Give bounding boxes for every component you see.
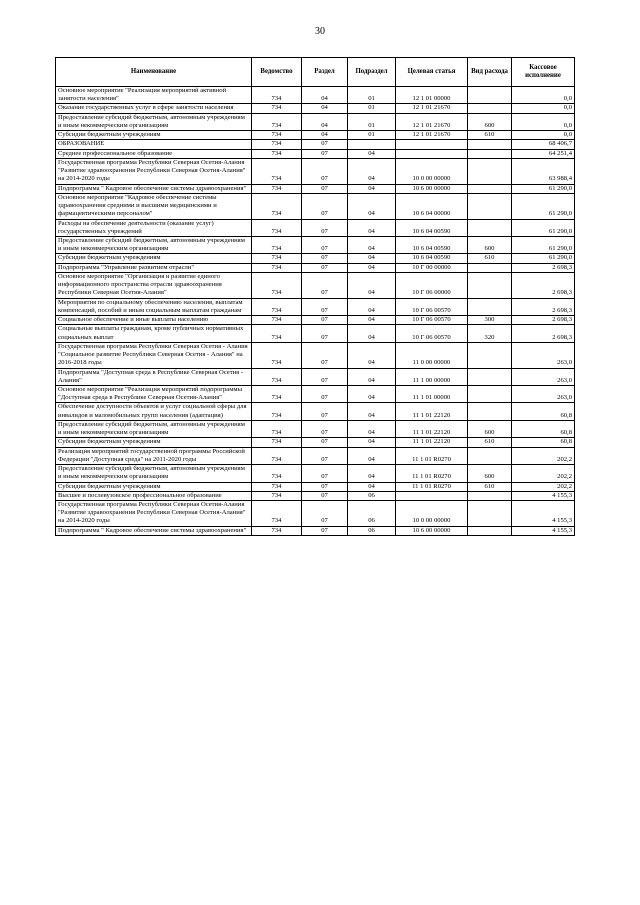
page-number: 30: [315, 26, 325, 37]
row-department: 734: [252, 438, 302, 447]
table-row: [56, 219, 575, 236]
row-name: Подпрограмма "Доступная среда в Республике Северная Осетия - Алания": [56, 368, 252, 385]
row-subsection: 04: [348, 219, 396, 236]
row-name: Подпрограмма " Кадровое обеспечение системы здравоохранения": [56, 526, 252, 535]
table-row: [56, 149, 575, 158]
row-target-article: 11 1 01 R0270: [396, 465, 468, 482]
row-department: 734: [252, 236, 302, 253]
row-name: Основное мероприятие "Реализация мероприятий подпрограммы "Доступная среда в Республике Северная Осетия-Алания": [56, 385, 252, 402]
row-subsection: 04: [348, 438, 396, 447]
row-department: 734: [252, 104, 302, 113]
row-subsection: 04: [348, 184, 396, 193]
row-expense-type: [468, 447, 512, 464]
row-section: 07: [302, 403, 348, 420]
row-department: 734: [252, 272, 302, 298]
row-subsection: 04: [348, 193, 396, 219]
row-expense-type: [468, 526, 512, 535]
row-expense-type: [468, 491, 512, 500]
row-section: 07: [302, 158, 348, 184]
row-execution: 61 290,0: [512, 236, 575, 253]
row-department: 734: [252, 193, 302, 219]
row-section: 07: [302, 149, 348, 158]
row-department: 734: [252, 87, 302, 104]
row-department: 734: [252, 368, 302, 385]
row-department: 734: [252, 184, 302, 193]
row-expense-type: [468, 298, 512, 315]
table-row: [56, 438, 575, 447]
header-target-article: Целевая статья: [396, 58, 468, 87]
row-department: 734: [252, 113, 302, 130]
row-department: 734: [252, 385, 302, 402]
header-name: Наименование: [56, 58, 252, 87]
row-target-article: 10 6 04 00000: [396, 193, 468, 219]
table-row: [56, 298, 575, 315]
row-execution: 60,8: [512, 438, 575, 447]
row-department: 734: [252, 403, 302, 420]
row-target-article: 12 1 01 21670: [396, 104, 468, 113]
row-expense-type: [468, 87, 512, 104]
row-section: 07: [302, 272, 348, 298]
row-section: 07: [302, 325, 348, 342]
row-section: 07: [302, 193, 348, 219]
row-section: 07: [302, 447, 348, 464]
row-section: 07: [302, 219, 348, 236]
row-subsection: 01: [348, 104, 396, 113]
row-section: 07: [302, 236, 348, 253]
row-target-article: 11 0 00 00000: [396, 342, 468, 368]
row-section: 07: [302, 482, 348, 491]
row-expense-type: [468, 219, 512, 236]
row-name: Субсидии бюджетным учреждениям: [56, 131, 252, 140]
row-subsection: 01: [348, 87, 396, 104]
table-row: [56, 447, 575, 464]
table-row: [56, 316, 575, 325]
row-target-article: 10 6 04 00590: [396, 254, 468, 263]
row-expense-type: 610: [468, 131, 512, 140]
row-execution: 2 698,3: [512, 325, 575, 342]
table-row: [56, 325, 575, 342]
row-execution: 263,0: [512, 342, 575, 368]
row-subsection: 04: [348, 325, 396, 342]
row-name: Субсидии бюджетным учреждениям: [56, 438, 252, 447]
row-expense-type: [468, 272, 512, 298]
row-name: Реализация мероприятий государственной программы Российской Федерации "Доступная среда" на 2011-2020 годы: [56, 447, 252, 464]
table-row: [56, 193, 575, 219]
row-subsection: 04: [348, 298, 396, 315]
row-target-article: 11 1 01 00000: [396, 385, 468, 402]
row-department: 734: [252, 263, 302, 272]
row-subsection: 04: [348, 263, 396, 272]
row-subsection: 04: [348, 465, 396, 482]
row-execution: 263,0: [512, 368, 575, 385]
header-execution: Кассовое исполнение: [512, 58, 575, 87]
row-subsection: 04: [348, 254, 396, 263]
row-subsection: 04: [348, 403, 396, 420]
row-execution: 2 698,3: [512, 298, 575, 315]
row-subsection: 01: [348, 131, 396, 140]
row-execution: 60,8: [512, 403, 575, 420]
row-target-article: 10 0 00 00000: [396, 501, 468, 527]
row-department: 734: [252, 140, 302, 149]
table-row: [56, 420, 575, 437]
row-subsection: 04: [348, 420, 396, 437]
row-name: Обеспечение доступности объектов и услуг социальной сферы для инвалидов и маломобильных групп населения (адаптация): [56, 403, 252, 420]
row-department: 734: [252, 447, 302, 464]
row-subsection: [348, 140, 396, 149]
row-target-article: 11 1 01 22120: [396, 420, 468, 437]
row-subsection: 04: [348, 385, 396, 402]
row-target-article: [396, 140, 468, 149]
row-department: 734: [252, 219, 302, 236]
table-row: [56, 158, 575, 184]
row-execution: 263,0: [512, 385, 575, 402]
row-execution: 60,8: [512, 420, 575, 437]
row-expense-type: 610: [468, 254, 512, 263]
row-execution: 4 155,3: [512, 491, 575, 500]
header-section: Раздел: [302, 58, 348, 87]
row-name: Предоставление субсидий бюджетным, автономным учреждениям и иным некоммерческим организациям: [56, 420, 252, 437]
row-section: 07: [302, 316, 348, 325]
row-target-article: 11 1 01 22120: [396, 403, 468, 420]
row-name: Социальные выплаты гражданам, кроме публичных нормативных социальных выплат: [56, 325, 252, 342]
row-expense-type: [468, 158, 512, 184]
row-expense-type: [468, 104, 512, 113]
row-expense-type: 610: [468, 482, 512, 491]
row-expense-type: [468, 403, 512, 420]
row-subsection: 04: [348, 482, 396, 491]
row-section: 04: [302, 104, 348, 113]
header-department: Ведомство: [252, 58, 302, 87]
row-name: Расходы на обеспечение деятельности (оказание услуг) государственных учреждений: [56, 219, 252, 236]
row-name: Государственная программа Республики Северная Осетия-Алания "Развитие здравоохранения Республики Северная Осетия-Алания" на 2014-2020 годы: [56, 158, 252, 184]
row-target-article: 11 1 01 22120: [396, 438, 468, 447]
row-execution: 2 698,3: [512, 263, 575, 272]
row-expense-type: [468, 368, 512, 385]
row-subsection: 06: [348, 526, 396, 535]
table-row: [56, 236, 575, 253]
row-subsection: 06: [348, 491, 396, 500]
row-department: 734: [252, 482, 302, 491]
row-execution: 202,2: [512, 447, 575, 464]
table-row: [56, 501, 575, 527]
row-section: 07: [302, 501, 348, 527]
table-row: [56, 342, 575, 368]
row-section: 07: [302, 263, 348, 272]
row-expense-type: [468, 385, 512, 402]
row-subsection: 01: [348, 113, 396, 130]
row-expense-type: [468, 501, 512, 527]
header-subsection: Подраздел: [348, 58, 396, 87]
table-row: [56, 482, 575, 491]
row-section: 07: [302, 465, 348, 482]
table-row: [56, 184, 575, 193]
row-execution: 64 251,4: [512, 149, 575, 158]
row-target-article: 10 6 00 00000: [396, 526, 468, 535]
row-expense-type: [468, 184, 512, 193]
table-row: [56, 263, 575, 272]
row-name: Мероприятия по социальному обеспечению населения, выплатам компенсаций, пособий и иным социальным выплатам гражданам: [56, 298, 252, 315]
table-row: [56, 272, 575, 298]
row-name: Основное мероприятие "Организация и развитие единого информационного пространства отрасли здравоохранения Республики Северная Осетия-Алания": [56, 272, 252, 298]
row-subsection: 04: [348, 149, 396, 158]
row-department: 734: [252, 254, 302, 263]
row-expense-type: [468, 342, 512, 368]
row-name: Предоставление субсидий бюджетным, автономным учреждениям и иным некоммерческим организациям: [56, 236, 252, 253]
row-execution: 0,0: [512, 104, 575, 113]
row-department: 734: [252, 501, 302, 527]
row-execution: 2 698,3: [512, 272, 575, 298]
row-name: Субсидии бюджетным учреждениям: [56, 254, 252, 263]
row-target-article: [396, 149, 468, 158]
row-section: 04: [302, 87, 348, 104]
table-row: [56, 254, 575, 263]
row-target-article: [396, 491, 468, 500]
row-name: Оказание государственных услуг в сфере занятости населения: [56, 104, 252, 113]
row-department: 734: [252, 526, 302, 535]
row-name: Высшее и послевузовское профессиональное образование: [56, 491, 252, 500]
row-name: Социальное обеспечение и иные выплаты населению: [56, 316, 252, 325]
row-name: Подпрограмма "Управление развитием отрасли": [56, 263, 252, 272]
row-section: 04: [302, 113, 348, 130]
row-target-article: 10 6 04 00590: [396, 236, 468, 253]
row-target-article: 10 Г 06 00000: [396, 272, 468, 298]
row-subsection: 04: [348, 368, 396, 385]
row-subsection: 04: [348, 342, 396, 368]
row-expense-type: 600: [468, 113, 512, 130]
row-name: Государственная программа Республики Северная Осетия-Алания "Развитие здравоохранения Республики Северная Осетия-Алания" на 2014-2020 годы: [56, 501, 252, 527]
row-expense-type: 320: [468, 325, 512, 342]
row-department: 734: [252, 342, 302, 368]
row-section: 07: [302, 368, 348, 385]
row-subsection: 04: [348, 272, 396, 298]
row-section: 07: [302, 385, 348, 402]
table-row: [56, 104, 575, 113]
row-expense-type: [468, 140, 512, 149]
row-department: 734: [252, 131, 302, 140]
table-row: [56, 491, 575, 500]
row-execution: 68 406,7: [512, 140, 575, 149]
table-row: [56, 113, 575, 130]
row-expense-type: [468, 263, 512, 272]
row-name: Среднее профессиональное образование: [56, 149, 252, 158]
row-section: 07: [302, 140, 348, 149]
row-section: 07: [302, 491, 348, 500]
row-name: Государственная программа Республики Северная Осетия - Алания "Социальное развитие Республики Северная Осетия - Алания" на 2016-2018 годы: [56, 342, 252, 368]
row-name: ОБРАЗОВАНИЕ: [56, 140, 252, 149]
row-subsection: 04: [348, 158, 396, 184]
row-expense-type: [468, 193, 512, 219]
row-execution: 4 155,3: [512, 526, 575, 535]
table-row: [56, 465, 575, 482]
row-target-article: 12 1 01 21670: [396, 113, 468, 130]
row-target-article: 11 1 00 00000: [396, 368, 468, 385]
row-target-article: 10 0 00 00000: [396, 158, 468, 184]
row-execution: 0,0: [512, 131, 575, 140]
row-expense-type: [468, 149, 512, 158]
table-row: [56, 385, 575, 402]
row-target-article: 10 Г 06 00570: [396, 316, 468, 325]
row-department: 734: [252, 491, 302, 500]
row-execution: 61 290,0: [512, 193, 575, 219]
row-expense-type: 600: [468, 420, 512, 437]
row-department: 734: [252, 158, 302, 184]
row-name: Предоставление субсидий бюджетным, автономным учреждениям и иным некоммерческим организациям: [56, 465, 252, 482]
row-department: 734: [252, 465, 302, 482]
row-execution: 2 698,3: [512, 316, 575, 325]
row-target-article: 10 6 04 00590: [396, 219, 468, 236]
row-section: 07: [302, 254, 348, 263]
table-header-row: [56, 58, 575, 87]
row-name: Основное мероприятие "Реализация мероприятий активной занятости населения": [56, 87, 252, 104]
row-execution: 61 290,0: [512, 254, 575, 263]
row-expense-type: 600: [468, 236, 512, 253]
row-target-article: 10 Г 00 00000: [396, 263, 468, 272]
row-subsection: 04: [348, 447, 396, 464]
row-execution: 63 988,4: [512, 158, 575, 184]
row-subsection: 06: [348, 501, 396, 527]
row-execution: 61 290,0: [512, 219, 575, 236]
row-department: 734: [252, 316, 302, 325]
row-section: 07: [302, 526, 348, 535]
row-section: 04: [302, 131, 348, 140]
row-department: 734: [252, 149, 302, 158]
table-row: [56, 140, 575, 149]
row-department: 734: [252, 420, 302, 437]
table-row: [56, 131, 575, 140]
table-row: [56, 526, 575, 535]
row-subsection: 04: [348, 316, 396, 325]
row-section: 07: [302, 438, 348, 447]
row-execution: 0,0: [512, 113, 575, 130]
row-target-article: 11 1 01 R0270: [396, 447, 468, 464]
row-execution: 202,2: [512, 482, 575, 491]
row-name: Подпрограмма " Кадровое обеспечение системы здравоохранения": [56, 184, 252, 193]
row-section: 07: [302, 298, 348, 315]
row-department: 734: [252, 325, 302, 342]
row-section: 07: [302, 184, 348, 193]
row-expense-type: 600: [468, 465, 512, 482]
row-section: 07: [302, 342, 348, 368]
row-target-article: 12 1 01 00000: [396, 87, 468, 104]
budget-execution-table: [55, 57, 575, 536]
row-target-article: 11 1 01 R0270: [396, 482, 468, 491]
row-name: Субсидии бюджетным учреждениям: [56, 482, 252, 491]
row-subsection: 04: [348, 236, 396, 253]
row-execution: 4 155,3: [512, 501, 575, 527]
row-target-article: 12 1 01 21670: [396, 131, 468, 140]
row-execution: 0,0: [512, 87, 575, 104]
row-name: Предоставление субсидий бюджетным, автономным учреждениям и иным некоммерческим организациям: [56, 113, 252, 130]
row-department: 734: [252, 298, 302, 315]
row-target-article: 10 Г 06 00570: [396, 325, 468, 342]
table-row: [56, 403, 575, 420]
header-expense-type: Вид расхода: [468, 58, 512, 87]
row-expense-type: 610: [468, 438, 512, 447]
row-name: Основное мероприятие "Кадровое обеспечение системы здравоохранения средними и высшими медицинскими и фармацевтическими персоналом": [56, 193, 252, 219]
row-target-article: 10 6 00 00000: [396, 184, 468, 193]
row-execution: 202,2: [512, 465, 575, 482]
table-row: [56, 368, 575, 385]
row-section: 07: [302, 420, 348, 437]
row-execution: 61 290,0: [512, 184, 575, 193]
row-target-article: 10 Г 06 00570: [396, 298, 468, 315]
table-row: [56, 87, 575, 104]
row-expense-type: 300: [468, 316, 512, 325]
